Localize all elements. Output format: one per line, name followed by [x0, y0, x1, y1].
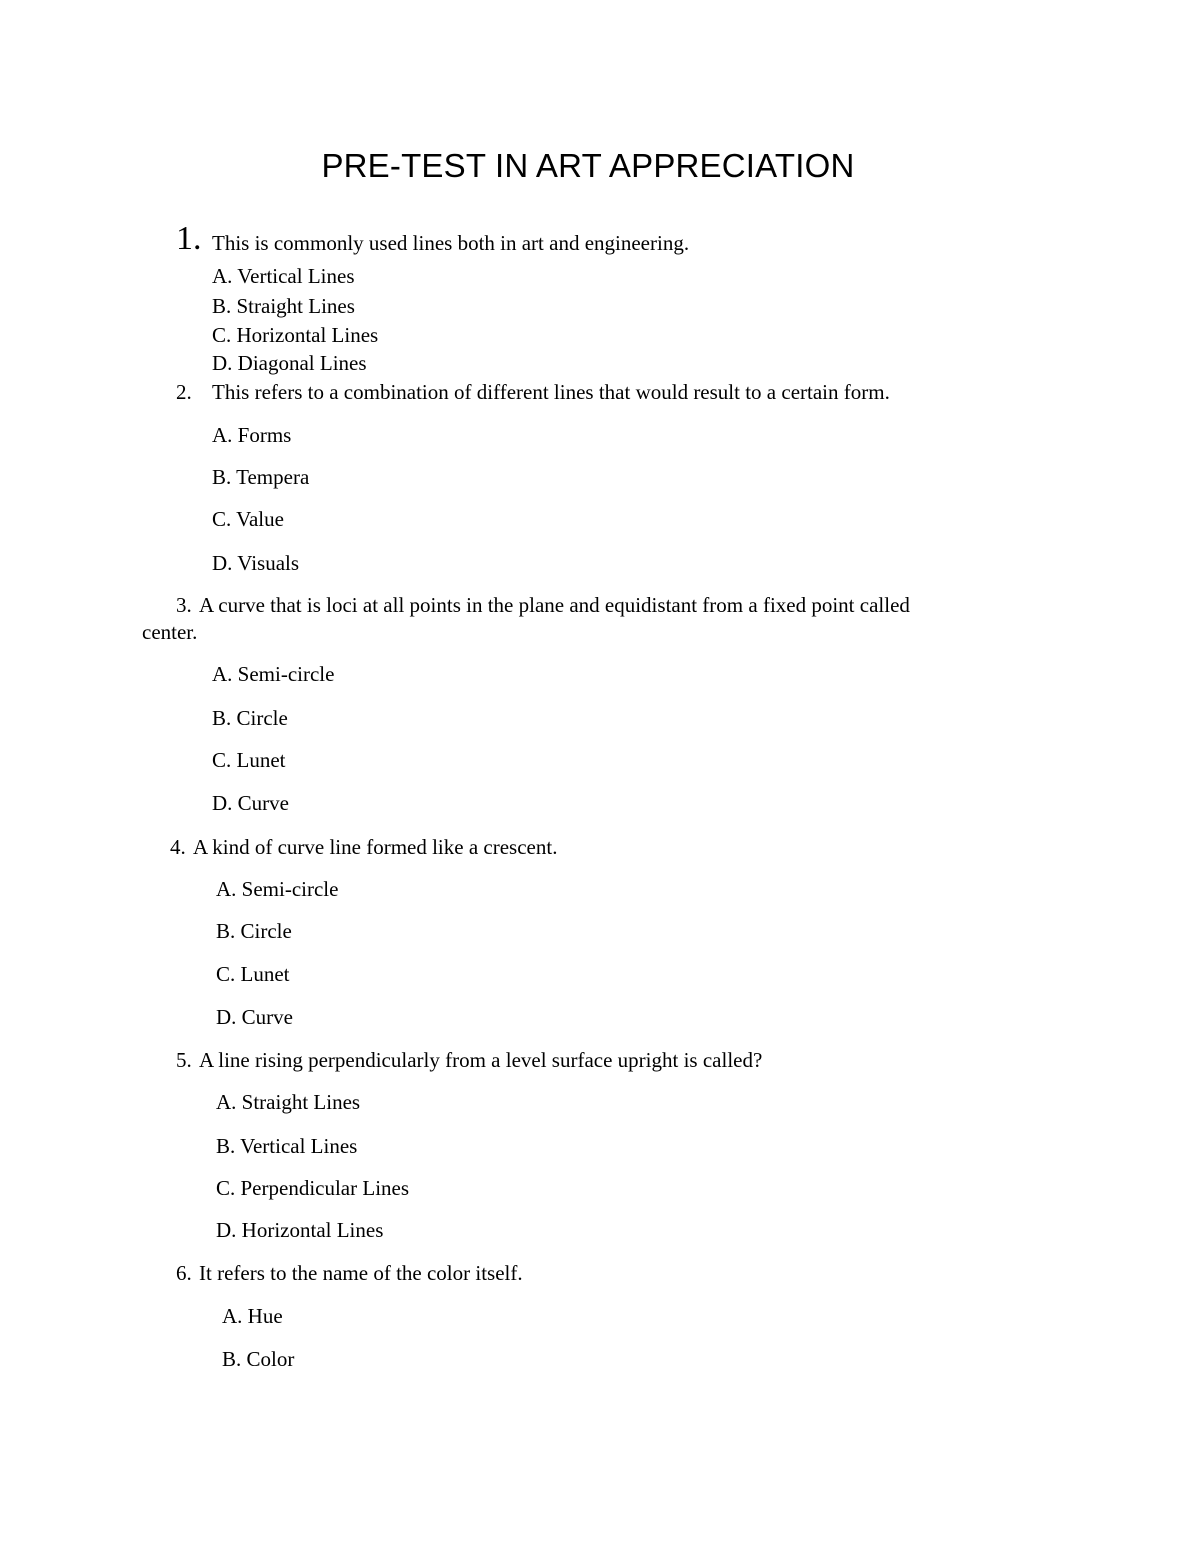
question-2-option-c: C. Value — [212, 507, 284, 531]
question-3-option-d: D. Curve — [212, 791, 289, 815]
question-6-option-a: A. Hue — [222, 1304, 283, 1328]
question-3-text: A curve that is loci at all points in the plane and equidistant from a fixed point called — [199, 593, 910, 617]
question-6-text: It refers to the name of the color itself. — [199, 1261, 523, 1285]
question-5-text: A line rising perpendicularly from a level surface upright is called? — [199, 1048, 763, 1072]
question-5-option-c: C. Perpendicular Lines — [216, 1176, 410, 1200]
question-1-text: This is commonly used lines both in art and engineering. — [212, 231, 690, 255]
question-4-text: A kind of curve line formed like a crescent. — [193, 835, 558, 859]
question-5-number: 5. — [176, 1048, 192, 1072]
question-6-option-b: B. Color — [222, 1347, 295, 1371]
question-3-text-continued: center. — [142, 620, 198, 644]
question-4-option-c: C. Lunet — [216, 962, 290, 986]
question-1-number: 1. — [176, 220, 202, 257]
question-5-option-d: D. Horizontal Lines — [216, 1218, 384, 1242]
question-3-option-b: B. Circle — [212, 706, 288, 730]
question-5-option-a: A. Straight Lines — [216, 1090, 361, 1114]
question-2-option-a: A. Forms — [212, 423, 292, 447]
question-3-number: 3. — [176, 593, 192, 617]
question-5-option-b: B. Vertical Lines — [216, 1134, 358, 1158]
question-2-option-d: D. Visuals — [212, 551, 300, 575]
question-1-option-b: B. Straight Lines — [212, 294, 355, 318]
question-4-option-a: A. Semi-circle — [216, 877, 339, 901]
question-4-number: 4. — [170, 835, 186, 859]
question-1-option-d: D. Diagonal Lines — [212, 351, 367, 375]
question-1-option-a: A. Vertical Lines — [212, 264, 355, 288]
question-1-option-c: C. Horizontal Lines — [212, 323, 379, 347]
question-2-text: This refers to a combination of different lines that would result to a certain form. — [212, 380, 890, 404]
page-title: PRE-TEST IN ART APPRECIATION — [321, 147, 855, 184]
question-3-option-a: A. Semi-circle — [212, 662, 335, 686]
question-2-option-b: B. Tempera — [212, 465, 310, 489]
question-4-option-d: D. Curve — [216, 1005, 293, 1029]
question-4-option-b: B. Circle — [216, 919, 292, 943]
question-3-option-c: C. Lunet — [212, 748, 286, 772]
question-2-number: 2. — [176, 380, 192, 404]
question-6-number: 6. — [176, 1261, 192, 1285]
